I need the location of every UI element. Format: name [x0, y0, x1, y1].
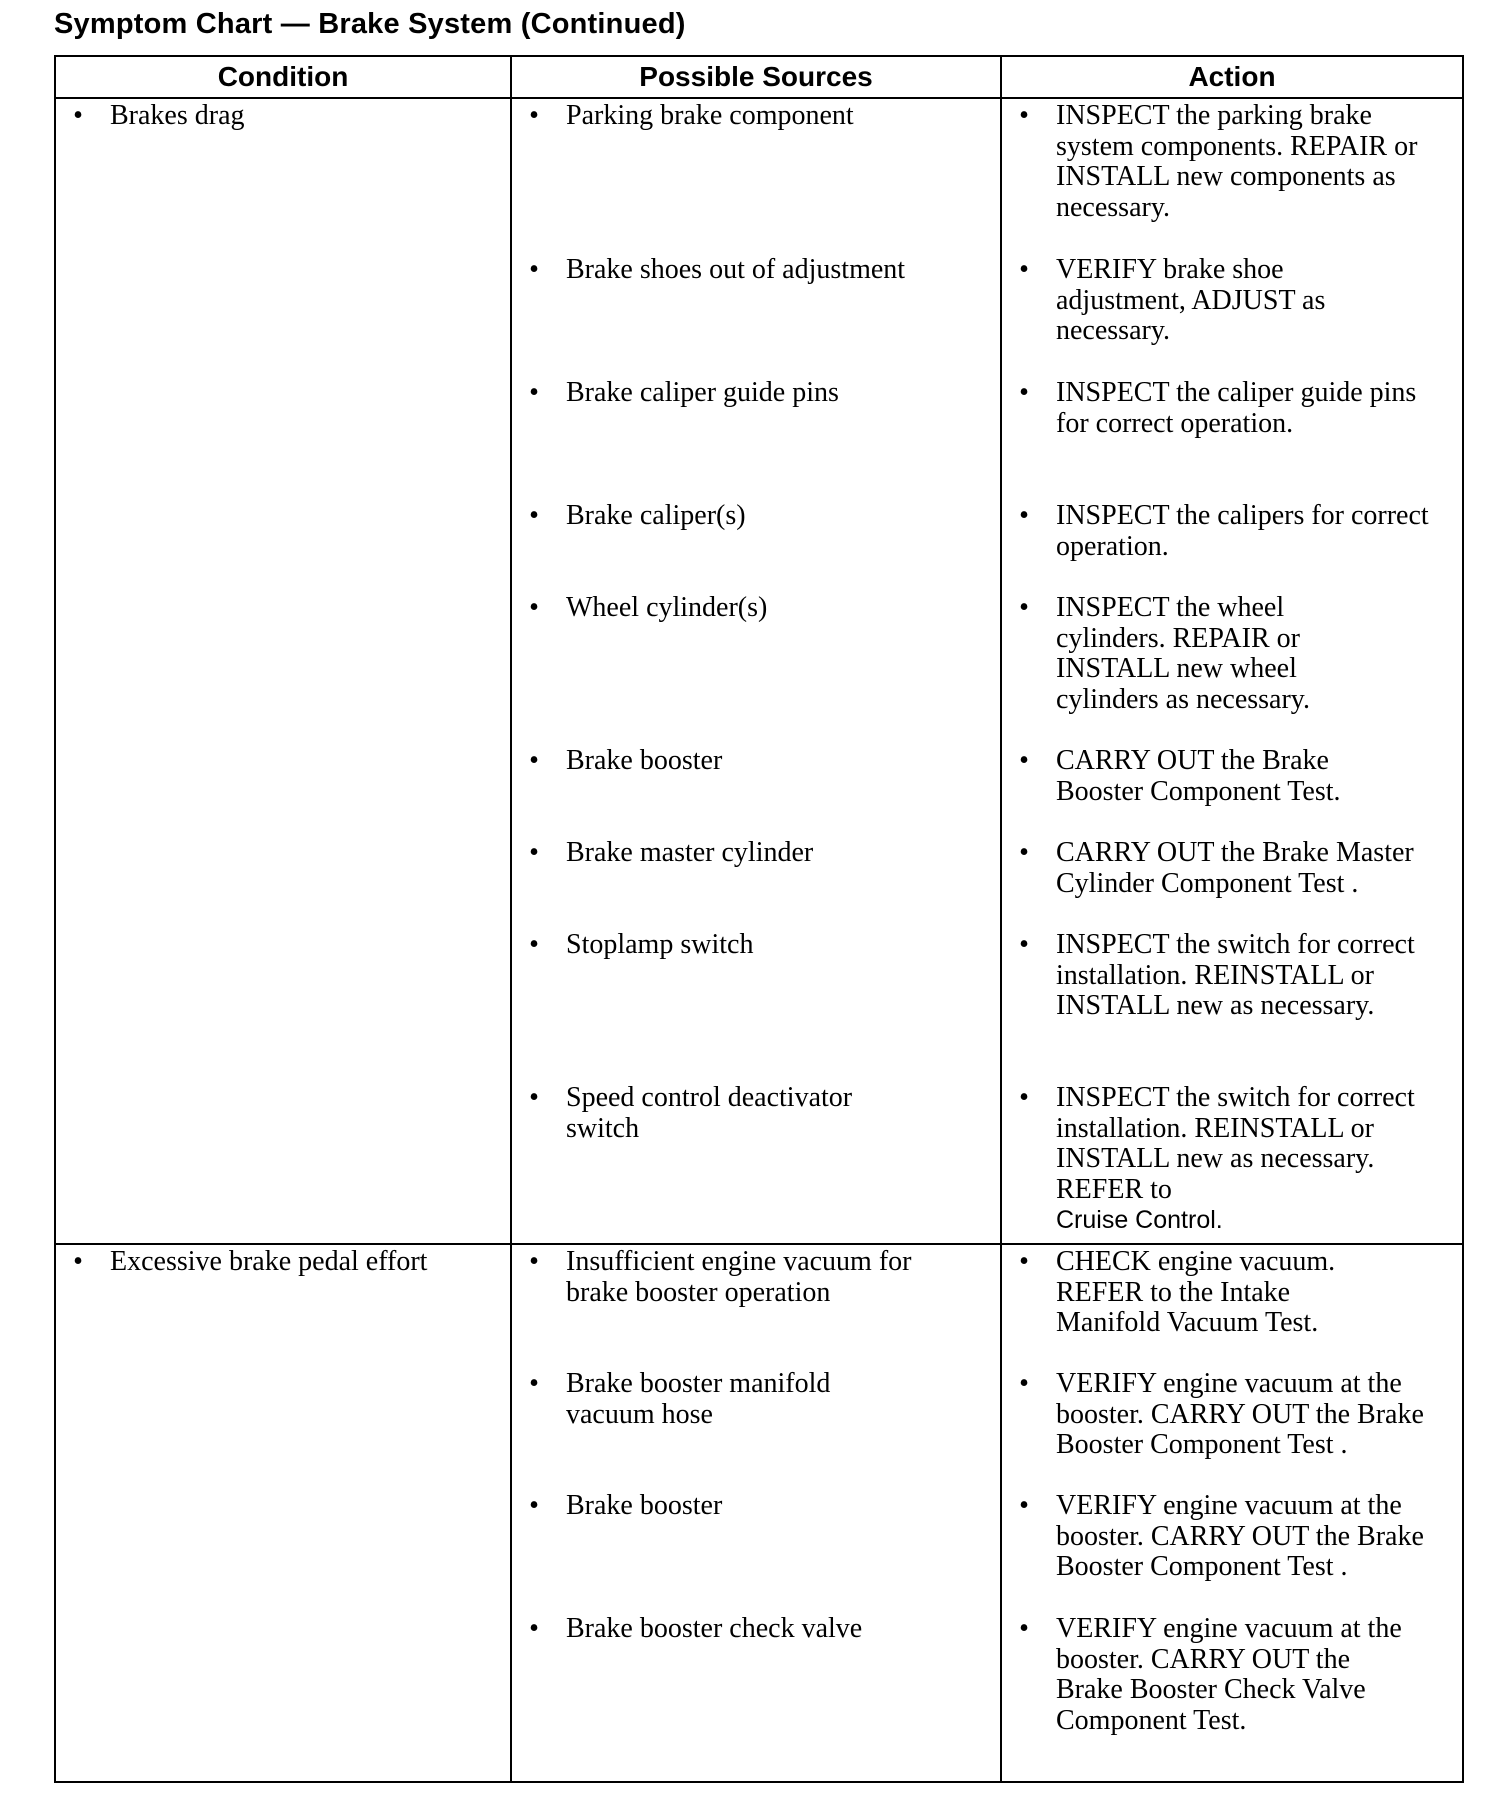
- source-text: Brake booster: [566, 745, 723, 776]
- action-item: [1002, 930, 1462, 1022]
- bullet-icon: •: [1019, 745, 1029, 776]
- source-text: Brake caliper(s): [566, 500, 746, 531]
- action-text-wrapper: [1056, 1083, 1436, 1236]
- bullet-icon: •: [1019, 1246, 1029, 1277]
- source-text: Insufficient engine vacuum for brake booster operation: [566, 1246, 912, 1308]
- bullet-icon: •: [529, 592, 539, 623]
- action-text: CARRY OUT the Brake Booster Component Test.: [1056, 745, 1341, 807]
- bullet-icon: •: [529, 745, 539, 776]
- bullet-icon: •: [73, 1246, 83, 1277]
- source-text: Brake master cylinder: [566, 837, 814, 868]
- bullet-icon: •: [529, 500, 539, 531]
- source-text: Wheel cylinder(s): [566, 592, 768, 623]
- source-text: Brake booster: [566, 1490, 723, 1521]
- action-item: [1002, 1369, 1462, 1461]
- source-text: Stoplamp switch: [566, 929, 754, 960]
- bullet-icon: •: [529, 100, 539, 131]
- source-item: [512, 1247, 1000, 1308]
- bullet-icon: •: [529, 1490, 539, 1521]
- action-text: VERIFY engine vacuum at the booster. CARRY OUT the Brake Booster Component Test .: [1056, 1490, 1424, 1582]
- action-item: [1002, 255, 1462, 347]
- source-item: [512, 593, 1000, 624]
- action-cell: [1001, 98, 1463, 1244]
- condition-item: [56, 1247, 510, 1278]
- symptom-chart-table: [54, 55, 1464, 1783]
- bullet-icon: •: [529, 377, 539, 408]
- bullet-icon: •: [1019, 837, 1029, 868]
- action-text: INSPECT the parking brake system components. REPAIR or INSTALL new components as necessary.: [1056, 100, 1418, 223]
- bullet-icon: •: [1019, 592, 1029, 623]
- action-text: VERIFY engine vacuum at the booster. CARRY OUT the Brake Booster Component Test .: [1056, 1368, 1424, 1460]
- bullet-icon: •: [1019, 500, 1029, 531]
- action-text: INSPECT the calipers for correct operation.: [1056, 500, 1429, 562]
- bullet-icon: •: [1019, 1613, 1029, 1644]
- action-text: CARRY OUT the Brake Master Cylinder Component Test .: [1056, 837, 1414, 899]
- cross-reference-link[interactable]: Cruise Control.: [1056, 1206, 1223, 1234]
- page-title: Symptom Chart — Brake System (Continued): [54, 8, 686, 40]
- condition-text: Brakes drag: [110, 100, 245, 131]
- source-text: Brake caliper guide pins: [566, 377, 839, 408]
- condition-cell: [55, 1244, 511, 1782]
- bullet-icon: •: [1019, 1082, 1029, 1113]
- bullet-icon: •: [73, 100, 83, 131]
- bullet-icon: •: [529, 1246, 539, 1277]
- bullet-icon: •: [529, 254, 539, 285]
- bullet-icon: •: [529, 837, 539, 868]
- bullet-icon: •: [1019, 1490, 1029, 1521]
- source-item: [512, 838, 1000, 869]
- header-condition: Condition: [55, 56, 511, 98]
- action-item: [1002, 378, 1462, 439]
- action-item: [1002, 593, 1462, 715]
- source-item: [512, 746, 1000, 777]
- action-text: INSPECT the caliper guide pins for correct operation.: [1056, 377, 1417, 439]
- source-item: [512, 378, 1000, 409]
- action-item: [1002, 1614, 1462, 1736]
- source-item: [512, 1614, 1000, 1645]
- action-text: INSPECT the switch for correct installation. REINSTALL or INSTALL new as necessary.: [1056, 929, 1415, 1021]
- source-text: Parking brake component: [566, 100, 854, 131]
- action-cell: [1001, 1244, 1463, 1782]
- sources-cell: [511, 1244, 1001, 1782]
- source-item: [512, 1369, 1000, 1430]
- condition-text: Excessive brake pedal effort: [110, 1246, 428, 1277]
- source-text: Brake shoes out of adjustment: [566, 254, 906, 285]
- table-header-row: [55, 56, 1463, 98]
- header-possible-sources: Possible Sources: [511, 56, 1001, 98]
- action-text: VERIFY brake shoe adjustment, ADJUST as necessary.: [1056, 254, 1326, 346]
- action-item: [1002, 1083, 1462, 1236]
- action-item: [1002, 1491, 1462, 1583]
- bullet-icon: •: [1019, 377, 1029, 408]
- condition-item: [56, 101, 510, 132]
- source-text: Brake booster manifold vacuum hose: [566, 1368, 831, 1430]
- source-item: [512, 501, 1000, 532]
- header-action: Action: [1001, 56, 1463, 98]
- bullet-icon: •: [1019, 100, 1029, 131]
- source-text: Speed control deactivator switch: [566, 1082, 853, 1144]
- table-row: [55, 98, 1463, 1244]
- action-item: [1002, 501, 1462, 562]
- bullet-icon: •: [1019, 1368, 1029, 1399]
- source-item: [512, 1491, 1000, 1522]
- source-item: [512, 930, 1000, 961]
- action-text: INSPECT the wheel cylinders. REPAIR or INSTALL new wheel cylinders as necessary.: [1056, 592, 1310, 715]
- source-item: [512, 101, 1000, 132]
- bullet-icon: •: [529, 1368, 539, 1399]
- action-item: [1002, 101, 1462, 223]
- bullet-icon: •: [1019, 929, 1029, 960]
- action-text: VERIFY engine vacuum at the booster. CARRY OUT the Brake Booster Check Valve Component Test.: [1056, 1613, 1402, 1736]
- sources-cell: [511, 98, 1001, 1244]
- action-item: [1002, 838, 1462, 899]
- action-text: CHECK engine vacuum. REFER to the Intake Manifold Vacuum Test.: [1056, 1246, 1336, 1338]
- condition-cell: [55, 98, 511, 1244]
- table-row: [55, 1244, 1463, 1782]
- action-item: [1002, 746, 1462, 807]
- action-text: INSPECT the switch for correct installation. REINSTALL or INSTALL new as necessary. REFER to: [1056, 1082, 1415, 1205]
- bullet-icon: •: [529, 1082, 539, 1113]
- source-item: [512, 255, 1000, 286]
- bullet-icon: •: [529, 1613, 539, 1644]
- bullet-icon: •: [529, 929, 539, 960]
- bullet-icon: •: [1019, 254, 1029, 285]
- source-item: [512, 1083, 1000, 1144]
- source-text: Brake booster check valve: [566, 1613, 863, 1644]
- action-item: [1002, 1247, 1462, 1339]
